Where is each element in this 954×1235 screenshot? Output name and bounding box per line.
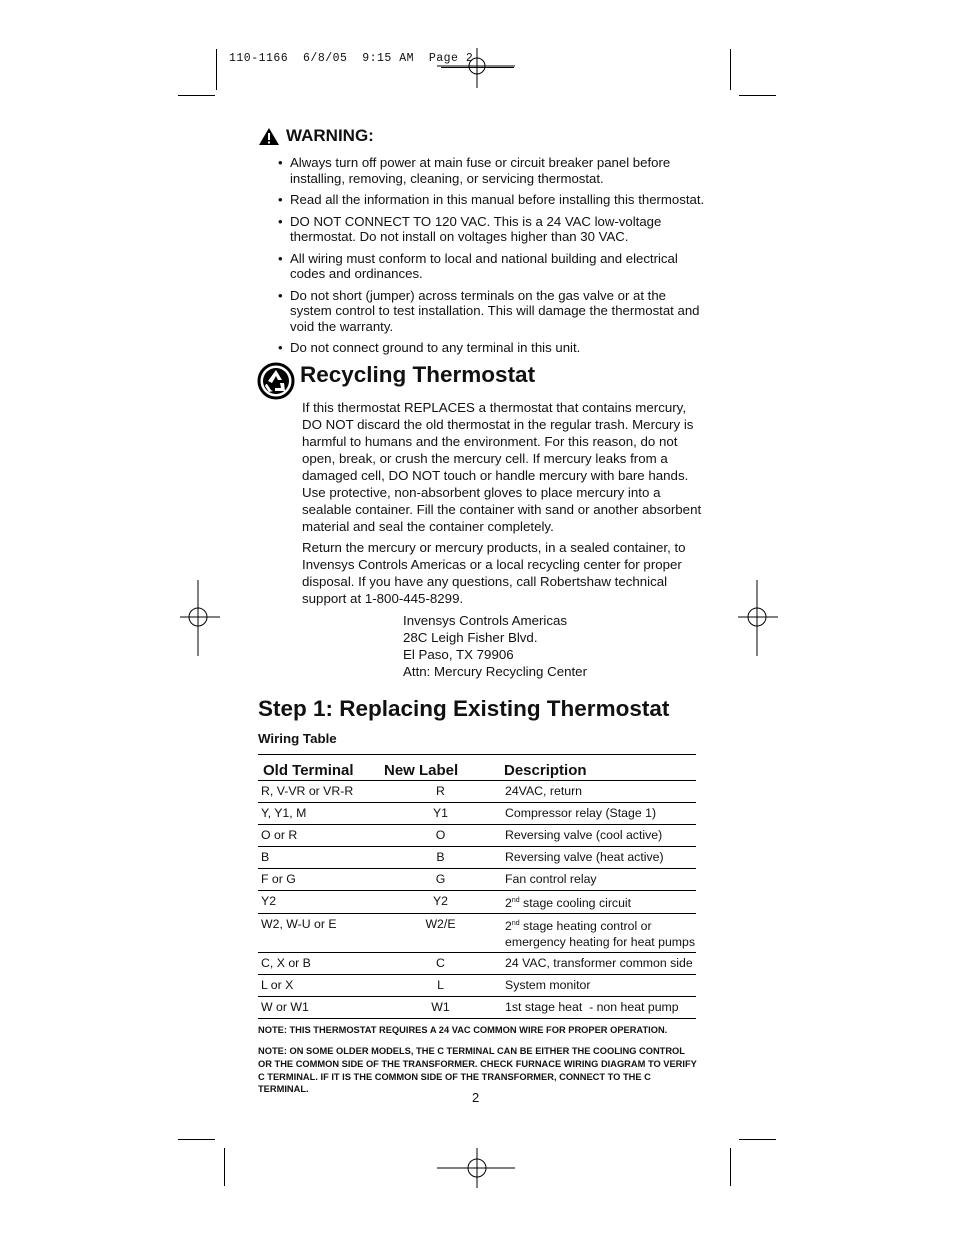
warning-triangle-icon (258, 127, 280, 146)
column-header: Description (499, 755, 696, 781)
old-terminal-cell: F or G (258, 869, 379, 891)
registration-mark-icon (180, 580, 220, 656)
table-row (258, 997, 696, 1019)
column-header: New Label (379, 755, 499, 781)
warning-item: • Read all the information in this manual before installing this thermostat. (278, 192, 708, 208)
address-line: Invensys Controls Americas (403, 613, 568, 628)
warning-item: • Do not short (jumper) across terminals on the gas valve or at the system control to test installation. This will damage the thermostat and void the warranty. (278, 288, 708, 335)
wiring-note: NOTE: THIS THERMOSTAT REQUIRES A 24 VAC COMMON WIRE FOR PROPER OPERATION. (258, 1025, 668, 1035)
description-cell: 1st stage heat - non heat pump (499, 997, 696, 1019)
description-cell: 24VAC, return (499, 781, 696, 803)
new-label-cell: R (379, 781, 499, 803)
description-cell: Reversing valve (heat active) (499, 847, 696, 869)
table-row (258, 847, 696, 869)
table-label: Wiring Table (258, 731, 337, 746)
old-terminal-cell: L or X (258, 975, 379, 997)
registration-mark-icon (437, 1148, 517, 1188)
warning-item: • Do not connect ground to any terminal in this unit. (278, 340, 708, 356)
old-terminal-cell: W or W1 (258, 997, 379, 1019)
description-cell: Reversing valve (cool active) (499, 825, 696, 847)
description-cell: 2nd stage heating control or emergency heating for heat pumps (499, 914, 696, 953)
wiring-table (258, 754, 696, 1019)
wiring-note: NOTE: ON SOME OLDER MODELS, THE C TERMINAL CAN BE EITHER THE COOLING CONTROL OR THE COMMON SIDE OF THE TRANSFORMER. CHECK FURNACE WIRING DIAGRAM TO VERIFY C TERMINAL. IF IT IS THE COMMON SIDE OF THE TRANSFORMER, CONNECT TO THE C TERMINAL. (258, 1046, 697, 1095)
crop-mark (730, 1148, 731, 1186)
new-label-cell: C (379, 953, 499, 975)
table-row (258, 891, 696, 914)
crop-mark (216, 49, 217, 90)
page-number: 2 (472, 1090, 480, 1105)
old-terminal-cell: R, V-VR or VR-R (258, 781, 379, 803)
description-cell: 2nd stage cooling circuit (499, 891, 696, 914)
warning-title: WARNING: (286, 126, 374, 145)
crop-mark (178, 95, 215, 96)
table-header-row (258, 755, 696, 781)
slug-underline (441, 67, 514, 68)
description-cell: Compressor relay (Stage 1) (499, 803, 696, 825)
table-row (258, 869, 696, 891)
table-row (258, 781, 696, 803)
warning-item: • DO NOT CONNECT TO 120 VAC. This is a 24 VAC low-voltage thermostat. Do not install on voltages higher than 30 VAC. (278, 214, 708, 245)
description-cell: System monitor (499, 975, 696, 997)
old-terminal-cell: W2, W-U or E (258, 914, 379, 953)
table-row (258, 825, 696, 847)
recycling-paragraph: Return the mercury or mercury products, in a sealed container, to Invensys Controls Americas or a local recycling center for proper disposal. If you have any questions, call Robertshaw technical support at 1-800-445-8299. (302, 540, 686, 606)
address-line: Attn: Mercury Recycling Center (403, 664, 588, 679)
new-label-cell: L (379, 975, 499, 997)
address-line: 28C Leigh Fisher Blvd. (403, 630, 538, 645)
mailing-address (403, 612, 587, 680)
new-label-cell: Y2 (379, 891, 499, 914)
address-line: El Paso, TX 79906 (403, 647, 514, 662)
new-label-cell: O (379, 825, 499, 847)
crop-mark (178, 1139, 215, 1140)
warning-list (278, 155, 708, 362)
old-terminal-cell: B (258, 847, 379, 869)
print-slug: 110-1166 6/8/05 9:15 AM Page 2 (229, 52, 474, 65)
warning-item: • All wiring must conform to local and national building and electrical codes and ordinances. (278, 251, 708, 282)
warning-item: • Always turn off power at main fuse or circuit breaker panel before installing, removing, cleaning, or servicing thermostat. (278, 155, 708, 186)
recycle-icon (257, 362, 295, 400)
crop-mark (739, 1139, 776, 1140)
new-label-cell: W1 (379, 997, 499, 1019)
column-header: Old Terminal (258, 755, 379, 781)
recycling-heading: Recycling Thermostat (300, 362, 536, 387)
old-terminal-cell: Y, Y1, M (258, 803, 379, 825)
table-row (258, 803, 696, 825)
description-cell: 24 VAC, transformer common side (499, 953, 696, 975)
new-label-cell: W2/E (379, 914, 499, 953)
table-row (258, 975, 696, 997)
new-label-cell: Y1 (379, 803, 499, 825)
table-row (258, 914, 696, 953)
recycling-paragraph: If this thermostat REPLACES a thermostat that contains mercury, DO NOT discard the old thermostat in the regular trash. Mercury is harmful to humans and the environment. For this reason, do not open, break, or crush the mercury cell. If mercury leaks from a damaged cell, DO NOT touch or handle mercury with bare hands. Use protective, non-absorbent gloves to place mercury into a sealable container. Fill the container with sand or another absorbent material and seal the container completely. (302, 400, 702, 534)
crop-mark (739, 95, 776, 96)
old-terminal-cell: Y2 (258, 891, 379, 914)
description-cell: Fan control relay (499, 869, 696, 891)
old-terminal-cell: O or R (258, 825, 379, 847)
crop-mark (224, 1148, 225, 1186)
table-row (258, 953, 696, 975)
new-label-cell: G (379, 869, 499, 891)
crop-mark (730, 49, 731, 90)
registration-mark-icon (738, 580, 778, 656)
warning-heading (258, 126, 374, 146)
old-terminal-cell: C, X or B (258, 953, 379, 975)
step-heading: Step 1: Replacing Existing Thermostat (258, 696, 670, 721)
new-label-cell: B (379, 847, 499, 869)
